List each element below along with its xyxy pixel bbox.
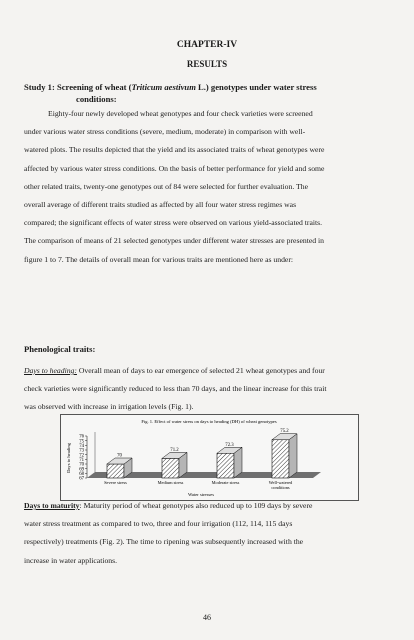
x-category-label: Well-watered: [268, 480, 293, 485]
x-category-label: Medium stress: [157, 480, 184, 485]
bar-front: [162, 458, 179, 478]
text-span: : Maturity period of wheat genotypes also reduced up to 109 days by severe: [79, 501, 313, 510]
bar-value-label: 71.2: [170, 447, 179, 453]
bar-side: [289, 434, 297, 478]
bar-value-label: 72.3: [225, 442, 234, 448]
text-line: increase in water applications.: [24, 555, 118, 565]
study-heading-pre: Study 1: Screening of wheat (: [24, 82, 132, 92]
results-heading: RESULTS: [186, 59, 228, 69]
text-line: water stress treatment as compared to two, three and four irrigation (112, 114, 115 days: [24, 519, 293, 529]
text-line: watered plots. The results depicted that the yield and its associated traits of wheat genotypes were: [24, 145, 325, 155]
text-line: under various water stress conditions (severe, medium, moderate) in comparison with well-: [24, 127, 306, 137]
bar-front: [107, 464, 124, 478]
x-axis-label: Water stresses: [187, 492, 215, 497]
study-heading-species: Triticum aestivum: [131, 82, 196, 92]
x-category-label: conditions: [271, 485, 290, 490]
text-line: The comparison of means of 21 selected genotypes under different water stresses are presented in: [24, 236, 324, 246]
y-tick-label: 71: [79, 457, 84, 463]
bar-value-label: 70: [117, 453, 122, 459]
bar-value-label: 75.2: [280, 429, 289, 435]
bar-front: [272, 440, 289, 478]
chapter-heading: CHAPTER-IV: [176, 40, 238, 50]
text-line: check varieties were significantly reduced to less than 70 days, and the linear increase for this trait: [24, 384, 327, 394]
bar-front: [217, 453, 234, 478]
y-tick-label: 68: [79, 471, 84, 477]
days-to-maturity-lead: Days to maturity: [24, 501, 80, 510]
intro-paragraph: [24, 105, 394, 269]
y-tick-label: 73: [79, 448, 84, 454]
y-tick-label: 70: [79, 462, 84, 468]
y-tick-label: 72: [79, 453, 84, 459]
study-heading-line2: conditions:: [76, 94, 117, 104]
days-to-heading-lead: Days to heading:: [24, 366, 77, 375]
text-line: figure 1 to 7. The details of overall mean for various traits are mentioned here as under:: [24, 254, 294, 264]
days-to-heading-chart: [61, 415, 358, 500]
text-line: compared; the significant effects of water stress were observed on various yield-associated traits.: [24, 218, 323, 228]
text-line: was observed with increase in irrigation levels (Fig. 1).: [24, 402, 194, 412]
y-tick-label: 76: [79, 434, 84, 440]
days-to-heading-paragraph: [24, 362, 394, 417]
study-heading: [24, 81, 394, 105]
phenological-heading: Phenological traits:: [24, 344, 96, 354]
page-number: 46: [203, 613, 211, 622]
days-to-maturity-paragraph: [24, 497, 394, 570]
y-tick-label: 67: [79, 476, 84, 482]
text-line: Eighty-four newly developed wheat genotypes and four check varieties were screened: [48, 109, 313, 118]
x-category-label: Moderate stress: [211, 480, 240, 485]
y-tick-label: 75: [79, 439, 84, 445]
y-axis-label: Days to heading: [66, 443, 71, 473]
text-line: [24, 497, 394, 515]
figure-1: [60, 414, 359, 501]
text-line: other related traits, twenty-one genotypes out of 84 were selected for further evaluation. The: [24, 181, 308, 191]
y-tick-label: 74: [79, 443, 84, 449]
chart-title: Fig. 1. Effect of water stress on days to heading (DH) of wheat genotypes: [141, 419, 277, 424]
y-tick-label: 69: [79, 467, 84, 473]
text-line: affected by various water stress conditions. On the basis of better performance for yield and some: [24, 163, 325, 173]
text-line: respectively) treatments (Fig. 2). The time to ripening was subsequently increased with the: [24, 537, 304, 547]
study-heading-post: L.) genotypes under water stress: [195, 82, 317, 92]
text-line: [24, 362, 394, 380]
x-category-label: Severe stress: [104, 480, 127, 485]
text-line: overall average of different traits studied as affected by all four water stress regimes was: [24, 200, 297, 210]
text-span: Overall mean of days to ear emergence of selected 21 wheat genotypes and four: [76, 366, 325, 375]
